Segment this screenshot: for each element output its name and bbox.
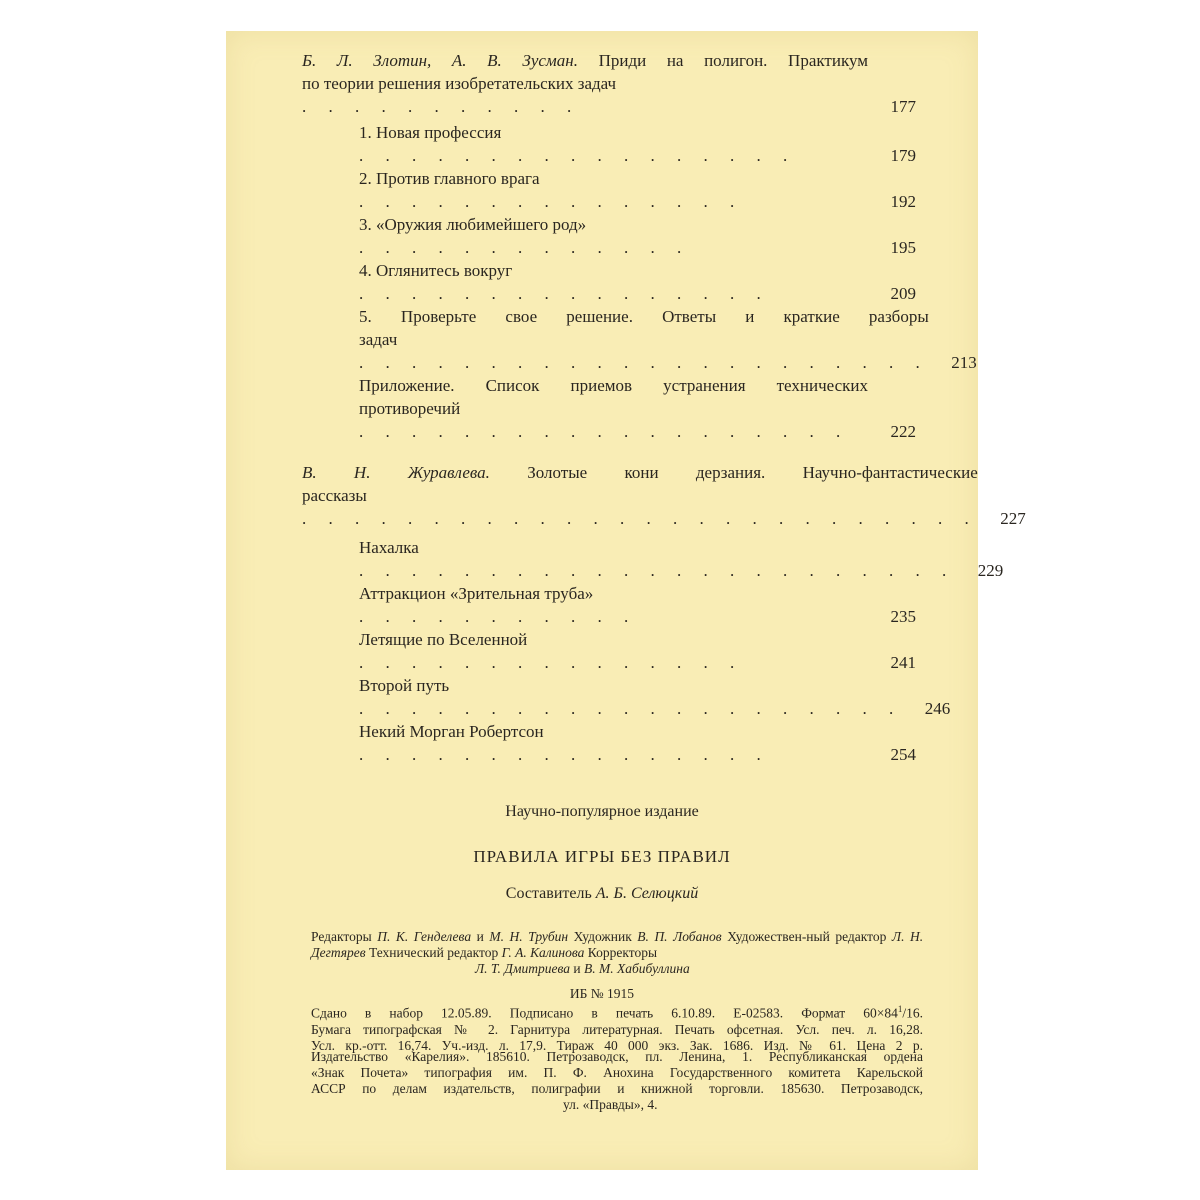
toc-entry-page: 179 [890, 146, 916, 165]
leader-dots: . . . . . . . . . . . . . . . . . [359, 146, 797, 165]
leader-dots: . . . . . . . . . . . . . [359, 238, 691, 257]
editor-name: П. К. Генделева [377, 929, 472, 944]
toc-entry-title: Второй путь [359, 676, 450, 695]
toc-entry-page: 229 [977, 561, 1004, 580]
toc-page-number: 227 [1000, 509, 1026, 528]
publisher-line: «Знак Почета» типография им. П. Ф. Анохина Государственного комитета Карельской [311, 1065, 923, 1080]
editor-name: М. Н. Трубин [489, 929, 569, 944]
toc-entry [359, 121, 916, 167]
toc-entry-title: 5. Проверьте свое решение. Ответы и краткие разборы [359, 307, 929, 326]
leader-dots: . . . . . . . . . . . . . . . . [359, 745, 770, 764]
toc-section-heading [302, 49, 916, 118]
artist-name: В. П. Лобанов [637, 929, 722, 944]
leader-dots: . . . . . . . . . . . . . . . . . . . . . . . [359, 561, 956, 580]
toc-entry-page: 254 [890, 745, 916, 764]
toc-entry-page: 213 [951, 353, 977, 372]
specs-line: Усл. кр.-отт. 16,74. Уч.-изд. л. 17,9. Тираж 40 000 экз. Зак. 1686. Изд. № 61. Цена 2 р. [311, 1037, 923, 1053]
toc-entry-page: 241 [890, 653, 916, 672]
toc-entry-title: Летящие по Вселенной [359, 630, 528, 649]
corrector-name: В. М. Хабибуллина [584, 961, 690, 976]
leader-dots: . . . . . . . . . . . . . . . . . . . . . . . . . . [302, 509, 978, 528]
ib-number: ИБ № 1915 [569, 986, 635, 1001]
toc-entry-title: Некий Морган Робертсон [359, 722, 544, 741]
leader-dots: . . . . . . . . . . . . . . . [359, 192, 744, 211]
toc-entry-page: 235 [890, 607, 916, 626]
toc-title-cont: по теории решения изобретательских задач [302, 74, 617, 93]
toc-title: Золотые кони дерзания. Научно-фантастические [527, 463, 978, 482]
tech-editor-name: Г. А. Калинова [501, 945, 585, 960]
toc-entry [359, 374, 916, 443]
toc-entry-page: 209 [890, 284, 916, 303]
leader-dots: . . . . . . . . . . . . . . . . . . . . . [359, 699, 903, 718]
toc-entry-page: 246 [924, 699, 951, 718]
compiler-line [226, 885, 978, 903]
toc-entry-title: 3. «Оружия любимейшего род» [359, 215, 587, 234]
toc-entry [359, 167, 916, 213]
conjunction: и [476, 929, 484, 944]
publisher-line: Издательство «Карелия». 185610. Петрозаводск, пл. Ленина, 1. Республиканская ордена [311, 1049, 923, 1064]
leader-dots: . . . . . . . . . . . . . . . . [359, 284, 770, 303]
leader-dots: . . . . . . . . . . . [302, 97, 581, 116]
toc-entry [359, 674, 951, 720]
toc-entry [359, 582, 916, 628]
compiler-label: Составитель [505, 885, 592, 902]
compiler-name: А. Б. Селюцкий [595, 885, 699, 902]
correctors-line [311, 961, 923, 977]
leader-dots: . . . . . . . . . . . . . . . . . . . . . . [359, 353, 929, 372]
table-of-contents [302, 49, 1026, 784]
book-page [226, 31, 1026, 1170]
toc-title: Приди на полигон. Практикум [598, 51, 868, 70]
toc-entry-title-cont: задач [359, 330, 398, 349]
corrector-name: Л. Т. Дмитриева [475, 961, 571, 976]
toc-heading-line [302, 49, 868, 72]
format-fraction: /16. [902, 1005, 923, 1021]
leader-dots: . . . . . . . . . . . . . . . [359, 653, 744, 672]
toc-entry-title-cont: противоречий [359, 399, 461, 418]
toc-authors: Б. Л. Злотин, А. В. Зусман. [302, 51, 578, 70]
leader-dots: . . . . . . . . . . . [359, 607, 638, 626]
toc-entry-title: Нахалка [359, 538, 419, 557]
editors-label: Редакторы [311, 929, 372, 944]
toc-entries [359, 121, 977, 443]
toc-entry [359, 720, 916, 766]
toc-section [302, 49, 977, 443]
publisher-info [311, 1049, 923, 1113]
conjunction: и [573, 961, 581, 976]
toc-entry-title: 4. Оглянитесь вокруг [359, 261, 513, 280]
toc-title-cont: рассказы [302, 486, 367, 505]
toc-entry-title: Аттракцион «Зрительная труба» [359, 584, 594, 603]
toc-section [302, 461, 1026, 766]
toc-entry-title: 2. Против главного врага [359, 169, 540, 188]
toc-entry-page: 195 [890, 238, 916, 257]
credits-block [311, 929, 923, 977]
correctors-label: Корректоры [587, 945, 658, 960]
specs-line [311, 1001, 923, 1022]
toc-entry-page: 192 [890, 192, 916, 211]
toc-page-number: 177 [890, 97, 916, 116]
toc-entry-title: 1. Новая профессия [359, 123, 502, 142]
toc-entry [359, 213, 916, 259]
publisher-line: ул. «Правды», 4. [563, 1097, 658, 1112]
toc-entries [359, 536, 1004, 766]
toc-entry [359, 536, 1004, 582]
book-title: ПРАВИЛА ИГРЫ БЕЗ ПРАВИЛ [473, 847, 731, 866]
art-editor-label: Художествен-ный редактор [727, 929, 887, 944]
format-superscript: 1 [897, 1004, 903, 1014]
toc-entry-title: Приложение. Список приемов устранения технических [359, 376, 868, 395]
publisher-line: АССР по делам издательств, полиграфии и книжной торговли. 185630. Петрозаводск, [311, 1081, 923, 1096]
toc-entry [359, 305, 977, 374]
tech-editor-label: Технический редактор [369, 945, 499, 960]
artist-label: Художник [573, 929, 632, 944]
toc-authors: В. Н. Журавлева. [302, 463, 490, 482]
publication-genre: Научно-популярное издание [505, 803, 699, 820]
printing-specs [311, 1001, 923, 1054]
art-editor-name: Л. Н. Дегтярев [311, 929, 924, 960]
leader-dots: . . . . . . . . . . . . . . . . . . . [359, 422, 850, 441]
toc-entry [359, 259, 916, 305]
toc-entry [359, 628, 916, 674]
specs-text: Сдано в набор 12.05.89. Подписано в печать 6.10.89. Е-02583. Формат 60×84 [311, 1005, 898, 1021]
specs-line: Бумага типографская № 2. Гарнитура литературная. Печать офсетная. Усл. печ. л. 16,28. [311, 1021, 923, 1037]
toc-section-heading [302, 461, 1026, 530]
toc-heading-line [302, 461, 978, 484]
toc-entry-page: 222 [890, 422, 916, 441]
